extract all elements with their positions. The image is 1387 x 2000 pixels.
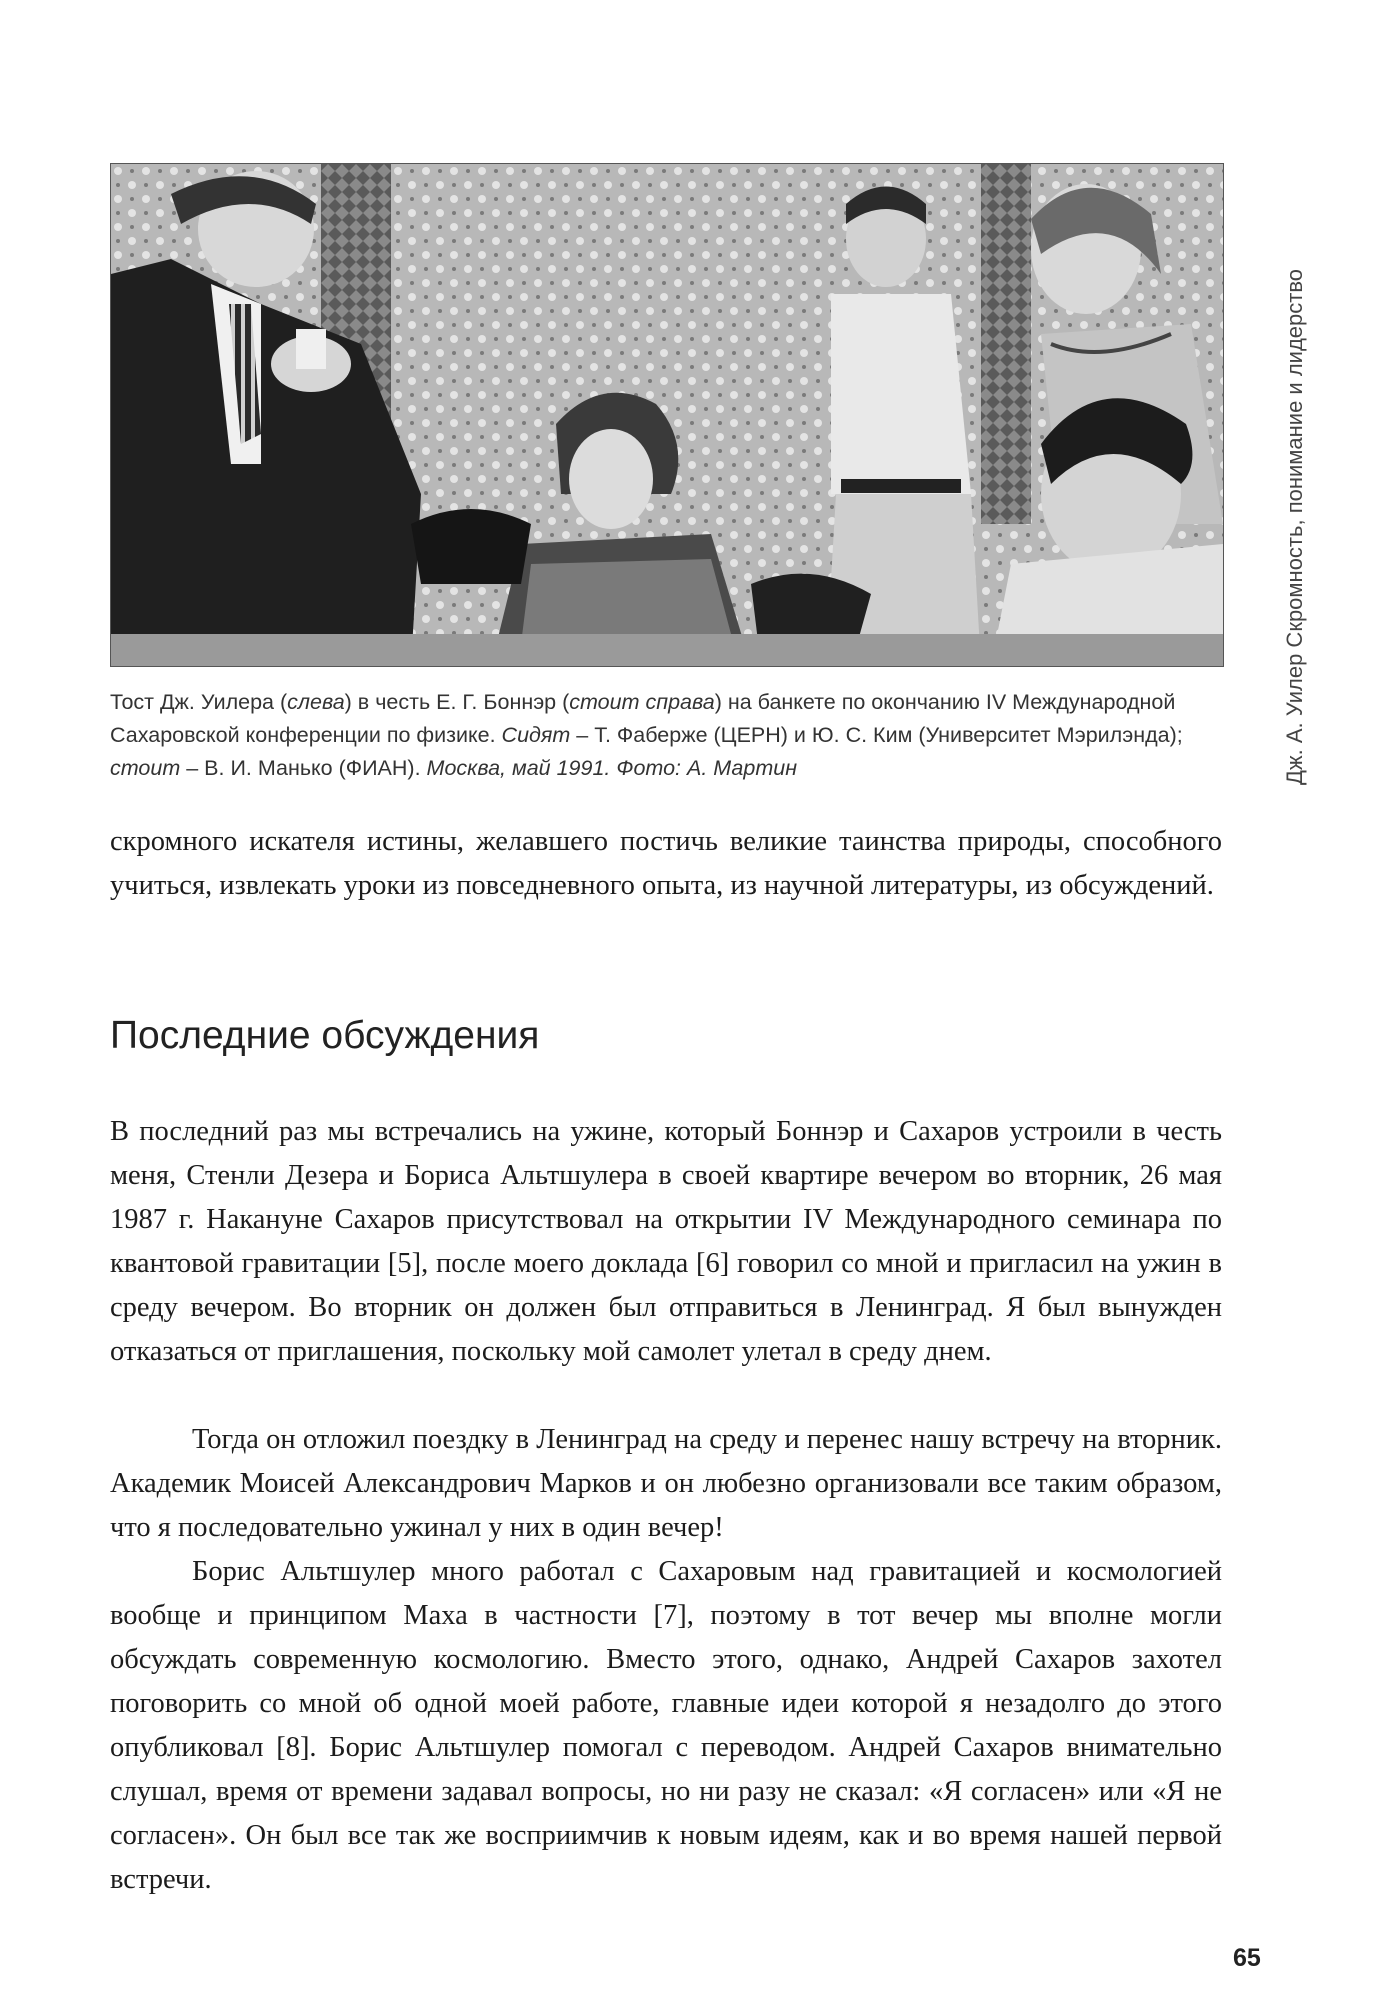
- section-heading: Последние обсуждения: [110, 1014, 540, 1057]
- photo-caption: [110, 686, 1230, 785]
- body-paragraph-1: В последний раз мы встречались на ужине, который Боннэр и Сахаров устроили в честь меня, Стенли Дезера и Бориса Альтшулера в своей квартире вечером во вторник, 26 мая 1987 г. Накануне Сахаров присутствовал на открытии IV Международного семинара по квантовой гравитации [5], после моего доклада [6] говорил со мной и пригласил на ужин в среду вечером. Во вторник он должен был отправиться в Ленинград. Я был вынужден отказаться от приглашения, поскольку мой самолет улетал в среду днем.: [110, 1116, 1222, 1367]
- caption-text-2: ) в честь Е. Г. Боннэр (: [344, 690, 570, 714]
- intro-paragraph: скромного искателя истины, желавшего постичь великие таинства природы, способного учиться, извлекать уроки из повседневного опыта, из научной литературы, из обсуждений.: [110, 826, 1222, 901]
- caption-emphasis-5: Москва, май 1991. Фото: А. Мартин: [426, 756, 798, 780]
- banquet-photo: [110, 163, 1224, 667]
- body-paragraph-3: Борис Альтшулер много работал с Сахаровым над гравитацией и космологией вообще и принципом Маха в частности [7], поэтому в тот вечер мы вполне могли обсуждать современную космологию. Вместо этого, однако, Андрей Сахаров захотел поговорить со мной об одной моей работе, главные идеи которой я незадолго до этого опубликовал [8]. Борис Альтшулер помогал с переводом. Андрей Сахаров внимательно слушал, время от времени задавал вопросы, но ни разу не сказал: «Я согласен» или «Я не согласен». Он был все так же восприимчив к новым идеям, как и во время нашей первой встречи.: [110, 1556, 1222, 1895]
- caption-emphasis-1: слева: [287, 690, 345, 714]
- caption-emphasis-4: стоит: [110, 756, 181, 780]
- running-header: Дж. А. Уилер Скромность, понимание и лидерство: [1282, 268, 1307, 785]
- page-number: 65: [1233, 1944, 1261, 1972]
- caption-text-1: Тост Дж. Уилера (: [110, 690, 288, 714]
- caption-text-3: ) на банкете по окончанию IV Международной Сахаровской конференции по физике.: [110, 690, 1176, 747]
- caption-text-5: – В. И. Манько (ФИАН).: [180, 756, 427, 780]
- caption-emphasis-2: стоит справа: [569, 690, 715, 714]
- caption-emphasis-3: Сидят: [501, 723, 571, 747]
- caption-text-4: – Т. Фаберже (ЦЕРН) и Ю. С. Ким (Университет Мэрилэнда);: [570, 723, 1183, 747]
- body-paragraph-2: Тогда он отложил поездку в Ленинград на среду и перенес нашу встречу на вторник. Академик Моисей Александрович Марков и он любезно организовали все таким образом, что я последовательно ужинал у них в один вечер!: [110, 1424, 1222, 1543]
